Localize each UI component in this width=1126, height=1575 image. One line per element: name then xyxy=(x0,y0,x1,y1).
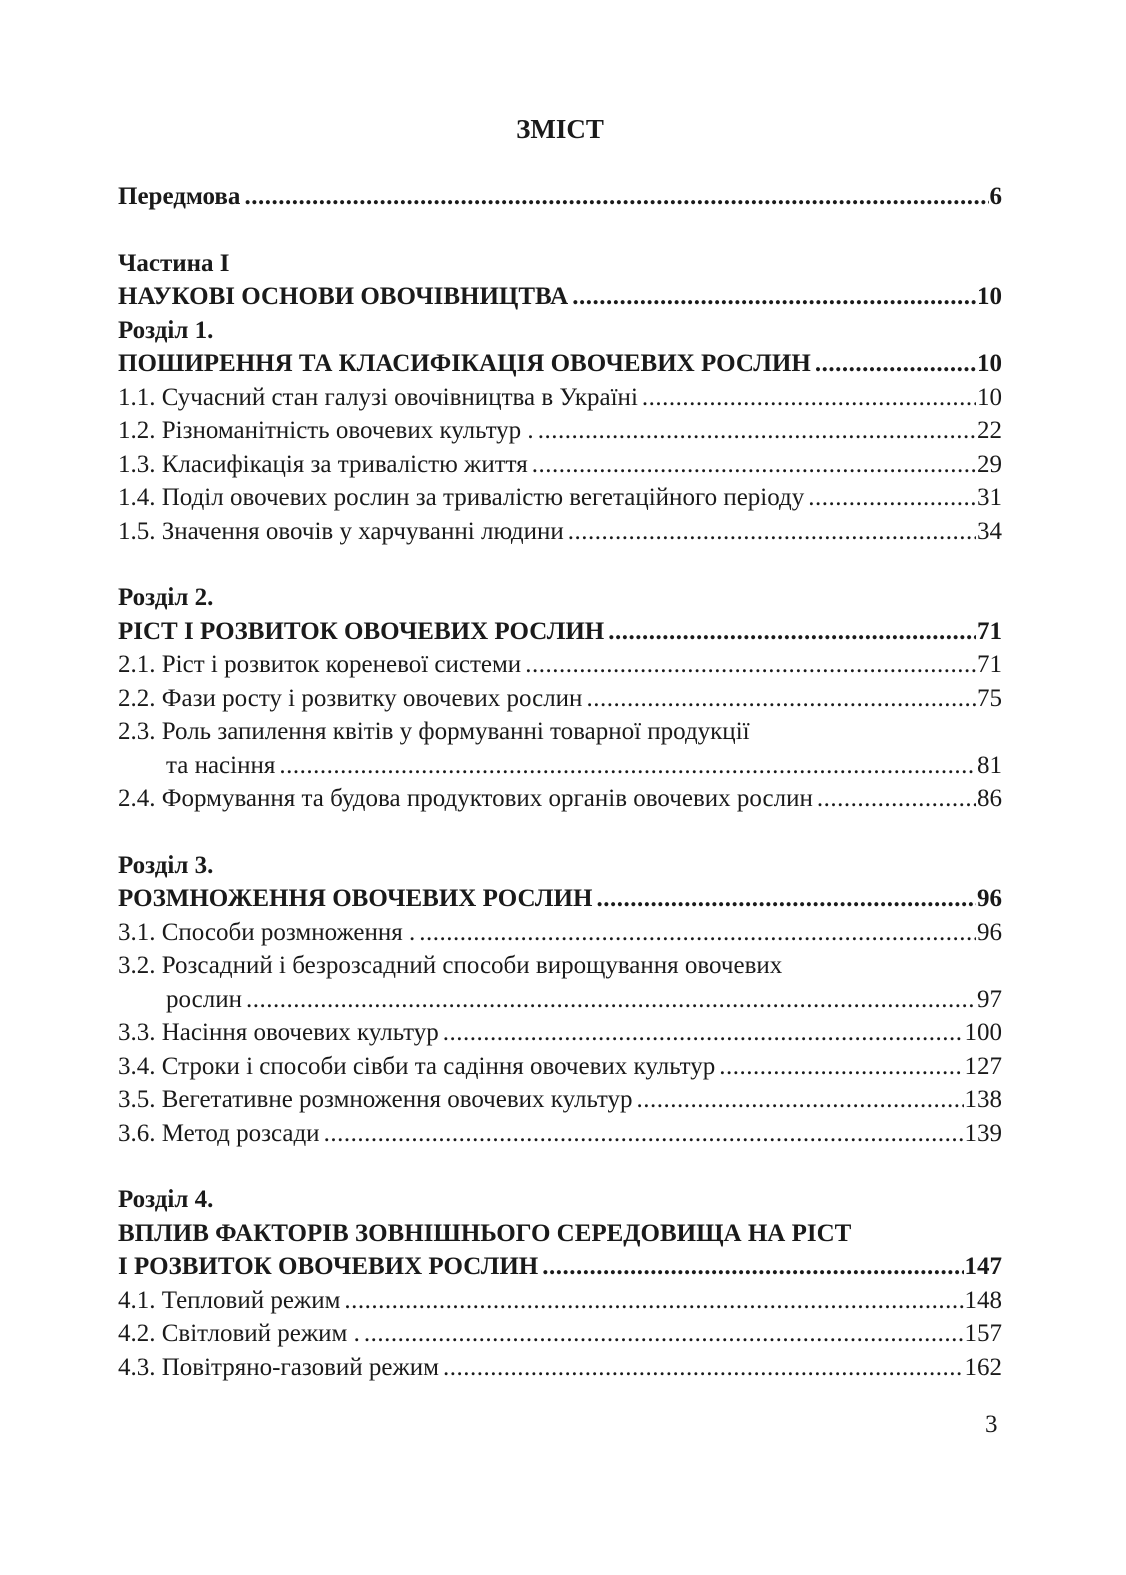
dot-leader xyxy=(568,515,976,549)
dot-leader xyxy=(532,448,976,482)
toc-page-number: 10 xyxy=(977,383,1002,411)
dot-leader xyxy=(586,682,976,716)
toc-entry-label: 2.4. Формування та будова продуктових органів овочевих рослин xyxy=(118,785,813,812)
toc-entry-label: 3.3. Насіння овочевих культур xyxy=(118,1019,439,1046)
toc-entry[interactable] xyxy=(118,1050,1002,1084)
dot-leader xyxy=(817,782,976,816)
toc-entry-continuation[interactable] xyxy=(118,749,1002,783)
toc-entry-label: та насіння xyxy=(166,751,276,779)
dot-leader xyxy=(637,1083,964,1117)
toc-page-number: 34 xyxy=(977,517,1002,545)
section-label: Розділ 4. xyxy=(118,1186,214,1213)
dot-leader xyxy=(246,983,976,1017)
toc-entry[interactable] xyxy=(118,448,1002,482)
toc-entry[interactable] xyxy=(118,1351,1002,1385)
toc-entry-label: 1.2. Різноманітність овочевих культур . xyxy=(118,417,534,444)
dot-leader xyxy=(608,615,976,649)
toc-page-number: 75 xyxy=(977,684,1002,712)
toc-entry-section4[interactable] xyxy=(118,1250,1002,1284)
table-of-contents xyxy=(118,112,1002,1384)
toc-entry-label: Передмова xyxy=(118,183,241,210)
toc-entry[interactable] xyxy=(118,648,1002,682)
toc-entry-label: РОЗМНОЖЕННЯ ОВОЧЕВИХ РОСЛИН xyxy=(118,885,593,912)
toc-entry-label: РІСТ І РОЗВИТОК ОВОЧЕВИХ РОСЛИН xyxy=(118,617,605,645)
toc-entry[interactable] xyxy=(118,916,1002,950)
spacer xyxy=(118,816,1002,849)
toc-page-number: 10 xyxy=(977,283,1002,310)
toc-entry[interactable] xyxy=(118,682,1002,716)
toc-page-number: 100 xyxy=(964,1019,1002,1046)
toc-entry[interactable] xyxy=(118,414,1002,448)
dot-leader xyxy=(815,347,976,381)
toc-entry-section3[interactable] xyxy=(118,882,1002,916)
toc-page-number: 96 xyxy=(977,885,1002,912)
toc-entry-continuation[interactable] xyxy=(118,983,1002,1017)
toc-page-number: 71 xyxy=(977,651,1002,678)
toc-entry-label: 4.3. Повітряно-газовий режим xyxy=(118,1353,439,1381)
toc-page-number: 139 xyxy=(964,1119,1002,1147)
toc-entry-label: 1.1. Сучасний стан галузі овочівництва в Україні xyxy=(118,383,638,411)
spacer xyxy=(118,1150,1002,1183)
toc-entry-section1[interactable] xyxy=(118,347,1002,381)
toc-entry-preface[interactable] xyxy=(118,180,1002,214)
toc-entry-label: 2.1. Ріст і розвиток кореневої системи xyxy=(118,651,522,678)
toc-entry[interactable] xyxy=(118,1284,1002,1318)
section-label: Розділ 1. xyxy=(118,316,214,344)
toc-entry-section2[interactable] xyxy=(118,615,1002,649)
dot-leader xyxy=(244,180,988,214)
toc-page-number: 10 xyxy=(977,350,1002,377)
toc-entry-label: 4.2. Світловий режим . xyxy=(118,1320,360,1347)
dot-leader xyxy=(364,1317,964,1351)
dot-leader xyxy=(542,1250,963,1284)
part-label: Частина I xyxy=(118,249,230,277)
toc-entry-label: 3.1. Способи розмноження . xyxy=(118,918,416,946)
toc-entry-label: 3.4. Строки і способи сівби та садіння овочевих культур xyxy=(118,1052,716,1080)
toc-page-number: 127 xyxy=(964,1052,1002,1080)
toc-entry-label: 4.1. Тепловий режим xyxy=(118,1286,341,1314)
toc-page-number: 71 xyxy=(977,617,1002,645)
toc-page-number: 148 xyxy=(964,1286,1002,1314)
dot-leader xyxy=(596,882,976,916)
toc-entry[interactable] xyxy=(118,1083,1002,1117)
toc-page-number: 29 xyxy=(977,450,1002,478)
page-number: 3 xyxy=(985,1411,998,1438)
page-title: ЗМІСТ xyxy=(516,114,604,144)
dot-leader xyxy=(344,1284,963,1318)
section-heading-first-line[interactable]: ВПЛИВ ФАКТОРІВ ЗОВНІШНЬОГО СЕРЕДОВИЩА НА РІСТ xyxy=(118,1219,852,1247)
toc-page-number: 22 xyxy=(977,417,1002,444)
dot-leader xyxy=(808,481,976,515)
toc-page-number: 96 xyxy=(977,918,1002,946)
toc-entry[interactable] xyxy=(118,782,1002,816)
toc-entry[interactable] xyxy=(118,481,1002,515)
toc-entry-label: 1.4. Поділ овочевих рослин за тривалістю вегетаційного періоду xyxy=(118,484,805,511)
dot-leader xyxy=(279,749,976,783)
toc-entry[interactable] xyxy=(118,381,1002,415)
toc-entry-label: 1.5. Значення овочів у харчуванні людини xyxy=(118,517,564,545)
dot-leader xyxy=(572,280,976,314)
toc-entry-label: 3.5. Вегетативне розмноження овочевих культур xyxy=(118,1086,633,1113)
toc-entry-label: 2.2. Фази росту і розвитку овочевих рослин xyxy=(118,684,583,712)
toc-page-number: 157 xyxy=(964,1320,1002,1347)
dot-leader xyxy=(324,1117,964,1151)
spacer xyxy=(118,548,1002,581)
toc-entry-label: І РОЗВИТОК ОВОЧЕВИХ РОСЛИН xyxy=(118,1253,539,1280)
section-label: Розділ 3. xyxy=(118,851,214,879)
toc-page-number: 86 xyxy=(977,785,1002,812)
toc-page-number: 162 xyxy=(964,1353,1002,1381)
toc-entry[interactable] xyxy=(118,1117,1002,1151)
dot-leader xyxy=(443,1351,964,1385)
toc-entry-part1[interactable] xyxy=(118,280,1002,314)
toc-entry[interactable] xyxy=(118,1016,1002,1050)
toc-page-number: 81 xyxy=(977,751,1002,779)
toc-page-number: 147 xyxy=(964,1253,1002,1280)
toc-page-number: 138 xyxy=(964,1086,1002,1113)
toc-page-number: 6 xyxy=(989,183,1002,210)
toc-entry[interactable] xyxy=(118,1317,1002,1351)
section-label: Розділ 2. xyxy=(118,584,214,611)
toc-entry-first-line[interactable]: 2.3. Роль запилення квітів у формуванні товарної продукції xyxy=(118,718,750,745)
toc-entry-label: рослин xyxy=(166,985,242,1013)
dot-leader xyxy=(538,414,976,448)
dot-leader xyxy=(719,1050,963,1084)
toc-entry[interactable] xyxy=(118,515,1002,549)
toc-page-number: 97 xyxy=(977,985,1002,1013)
dot-leader xyxy=(419,916,976,950)
spacer xyxy=(118,214,1002,247)
dot-leader xyxy=(642,381,976,415)
toc-entry-label: НАУКОВІ ОСНОВИ ОВОЧІВНИЦТВА xyxy=(118,283,569,310)
toc-entry-label: 3.6. Метод розсади xyxy=(118,1119,320,1147)
dot-leader xyxy=(443,1016,964,1050)
toc-page-number: 31 xyxy=(977,484,1002,511)
toc-entry-first-line[interactable]: 3.2. Розсадний і безрозсадний способи вирощування овочевих xyxy=(118,952,783,979)
toc-entry-label: ПОШИРЕННЯ ТА КЛАСИФІКАЦІЯ ОВОЧЕВИХ РОСЛИН xyxy=(118,350,811,377)
dot-leader xyxy=(525,648,976,682)
toc-entry-label: 1.3. Класифікація за тривалістю життя xyxy=(118,450,528,478)
